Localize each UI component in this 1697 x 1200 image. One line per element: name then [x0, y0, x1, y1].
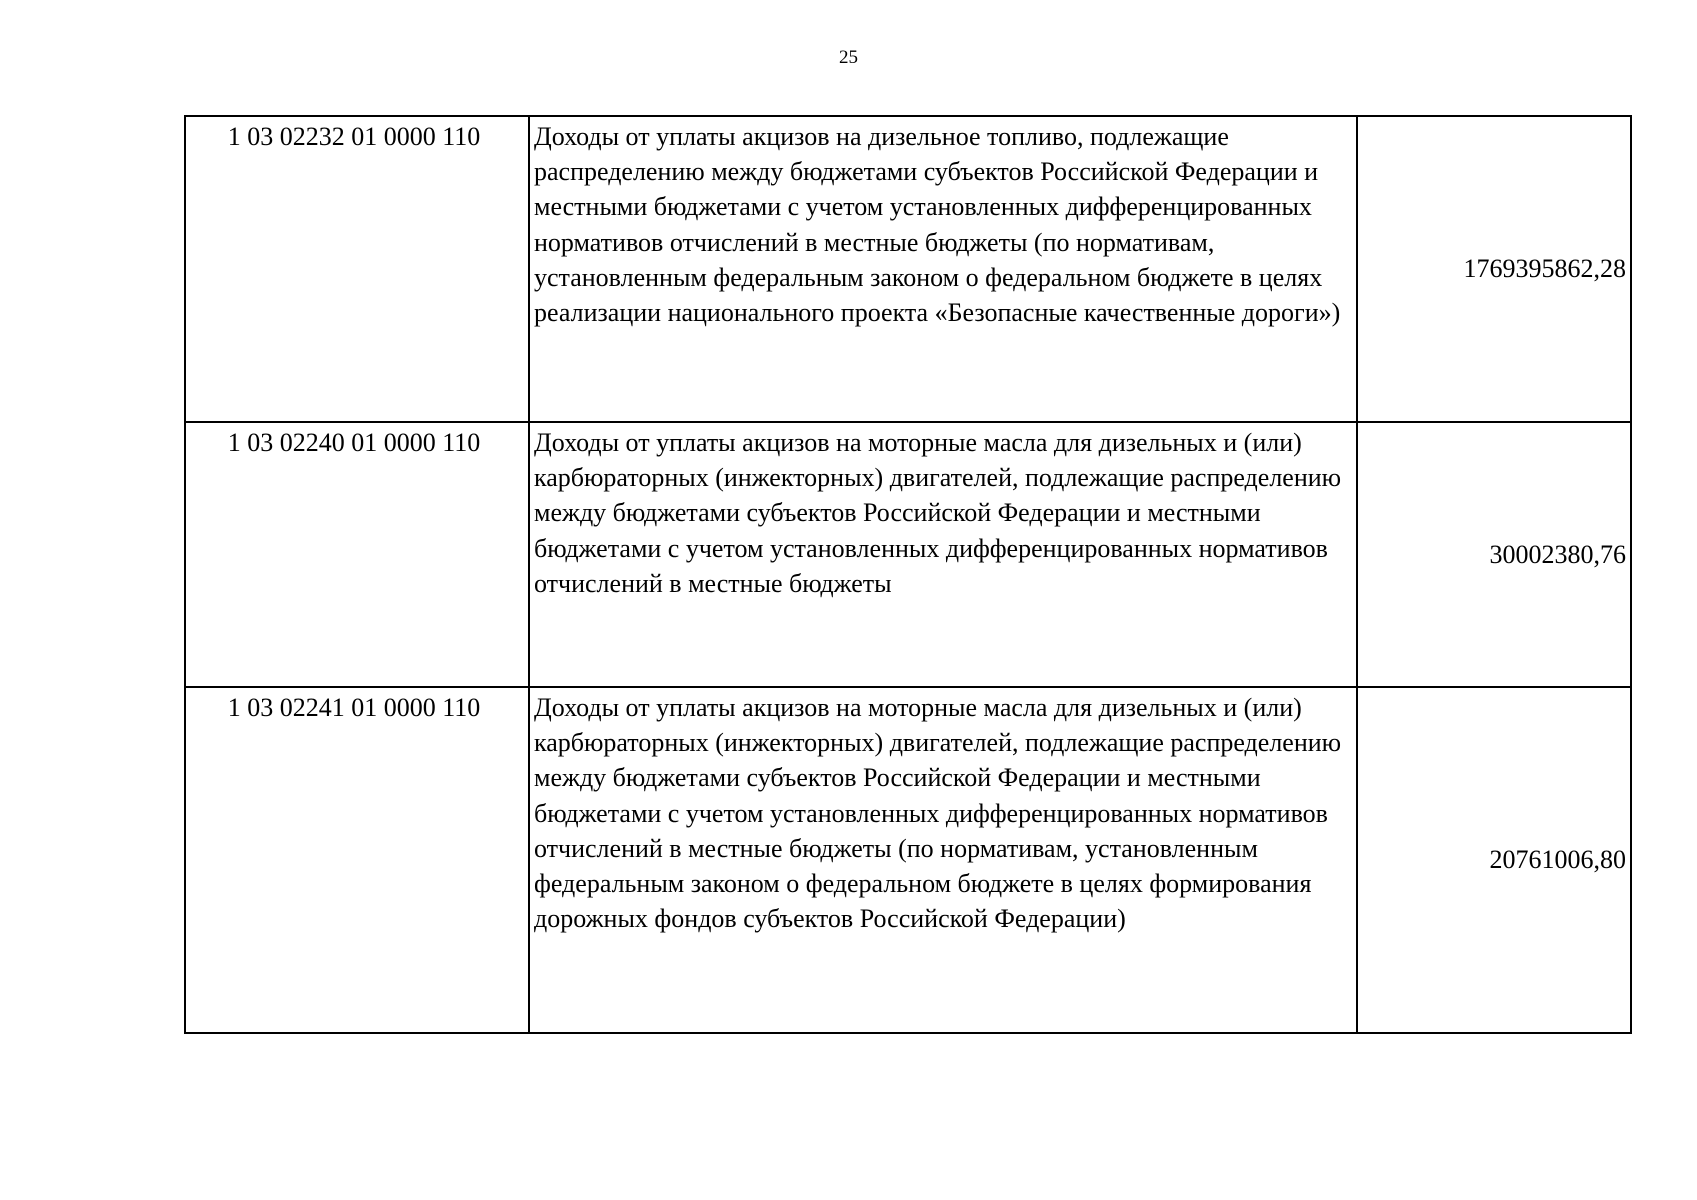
revenue-table: [184, 115, 1632, 1034]
revenue-description: Доходы от уплаты акцизов на дизельное топливо, подлежащие распределению между бюджетами субъектов Российской Федерации и местными бюджетами с учетом установленных дифференцированных нормативов отчислений в местные бюджеты (по нормативам, установленным федеральным законом о федеральном бюджете в целях реализации национального проекта «Безопасные качественные дороги»): [529, 116, 1357, 422]
table-row: [185, 116, 1631, 422]
revenue-description: Доходы от уплаты акцизов на моторные масла для дизельных и (или) карбюраторных (инжекторных) двигателей, подлежащие распределению между бюджетами субъектов Российской Федерации и местными бюджетами с учетом установленных дифференцированных нормативов отчислений в местные бюджеты: [529, 422, 1357, 687]
table-row: [185, 422, 1631, 687]
table-row: [185, 687, 1631, 1033]
revenue-code: 1 03 02240 01 0000 110: [185, 422, 529, 687]
page-number: 25: [839, 47, 858, 68]
revenue-amount: 1769395862,28: [1357, 116, 1631, 422]
revenue-code: 1 03 02241 01 0000 110: [185, 687, 529, 1033]
revenue-amount: 30002380,76: [1357, 422, 1631, 687]
revenue-description: Доходы от уплаты акцизов на моторные масла для дизельных и (или) карбюраторных (инжекторных) двигателей, подлежащие распределению между бюджетами субъектов Российской Федерации и местными бюджетами с учетом установленных дифференцированных нормативов отчислений в местные бюджеты (по нормативам, установленным федеральным законом о федеральном бюджете в целях формирования дорожных фондов субъектов Российской Федерации): [529, 687, 1357, 1033]
revenue-code: 1 03 02232 01 0000 110: [185, 116, 529, 422]
revenue-amount: 20761006,80: [1357, 687, 1631, 1033]
